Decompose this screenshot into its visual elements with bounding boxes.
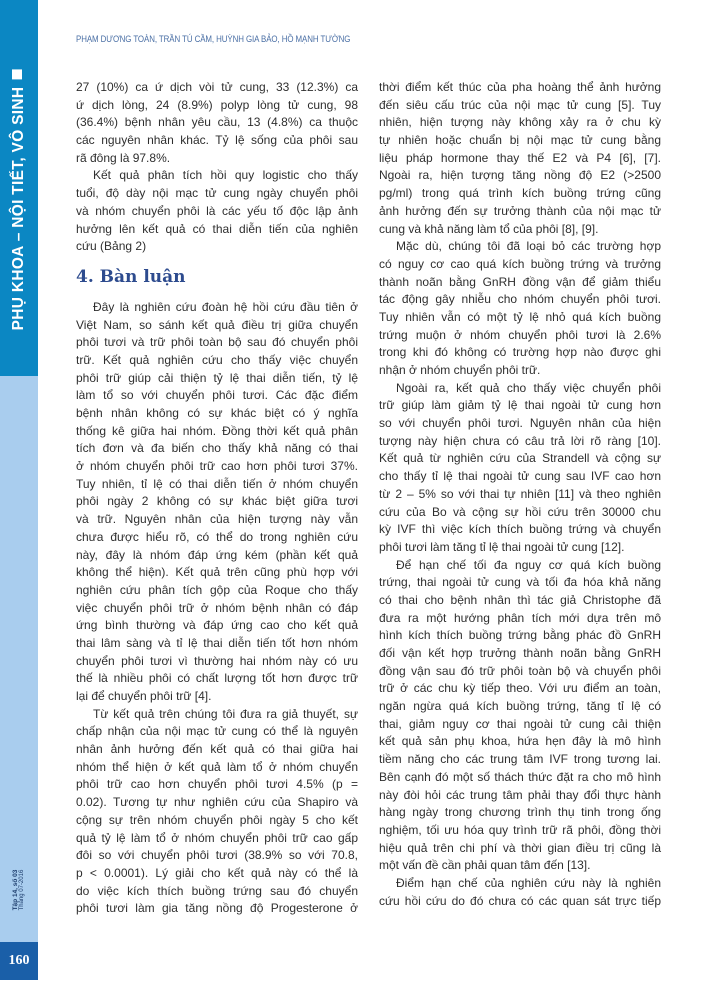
paragraph [379, 380, 661, 557]
sidebar-band [0, 376, 38, 942]
text-line: quả tỷ lệ làm tổ ở nhóm chuyển phôi trữ cao gấp [76, 830, 358, 845]
text-line: hiệu quả trên chi phí và thời gian điều trị cũng là [379, 840, 661, 855]
text-line: Để hạn chế tối đa nguy cơ quá kích buồng [396, 557, 661, 572]
text-line: 0.02). Tương tự như nghiên cứu của Shapiro và [76, 795, 358, 810]
paragraph [379, 557, 661, 875]
text-line: hình kích thích buồng trứng bằng phác đồ GnRH [379, 628, 661, 643]
paragraph [76, 706, 358, 918]
text-line: và trữ. Nguyên nhân của hiện tượng này vẫn [76, 512, 358, 527]
text-line: phôi tươi làm gia tăng nồng độ Progesterone ở [76, 901, 358, 916]
paragraph [379, 238, 661, 380]
text-line: Việt Nam, so sánh kết quả điều trị giữa chuyển [76, 317, 358, 332]
issue-volume: Tập 14, số 03 [12, 869, 19, 911]
text-line: cứu hồi cứu do đó chưa có các quan sát trực tiếp [379, 893, 661, 908]
text-line: đôi so với chuyển phôi tươi (38.9% so với 70.8, [76, 848, 358, 863]
text-line: Từ kết quả trên chúng tôi đưa ra giả thuyết, sự [93, 706, 358, 721]
text-line: đồng vận sau đó trữ phôi toàn bộ và chuyển phôi [379, 663, 661, 678]
section-title [10, 70, 28, 331]
text-line: trữ ở các chu kỳ tiếp theo. Với ưu điểm an toàn, [379, 681, 661, 696]
text-line: Bên cạnh đó một số thách thức đặt ra cho mô hình [379, 769, 661, 784]
text-line: cho thấy tỉ lệ thai ngoài tử cung sau IVF cao hơn [379, 469, 661, 484]
text-line: Tuy nhiên, tỉ lệ có thai diễn tiến ở nhóm chuyển [76, 476, 358, 491]
paragraph [76, 299, 358, 706]
paragraph [76, 79, 358, 167]
text-line: Ngoài ra, kết quả cho thấy việc chuyển phôi [396, 380, 661, 395]
text-line: nhân ảnh hưởng đến kết quả có thai giữa hai [76, 742, 358, 757]
right-column [379, 79, 661, 910]
text-line: Điểm hạn chế của nghiên cứu này là nghiên [396, 875, 661, 890]
text-line: Kết quả từ nghiên cứu của Strandell và cộng sự [379, 451, 661, 466]
text-line: một vấn đề cần phải quan tâm đến [13]. [379, 858, 591, 873]
issue-info [12, 870, 26, 911]
text-line: này, đây là nhóm đáp ứng kém (phần kết quả [76, 547, 358, 562]
text-line: tiềm năng cho các trung tâm IVF trong tương lai. [379, 752, 661, 767]
square-icon [12, 70, 22, 80]
text-line: Mặc dù, chúng tôi đã loại bỏ các trường hợp [396, 239, 661, 254]
text-line: các nguyên nhân khác. Tỷ lệ sống của phôi sau [76, 133, 358, 148]
section-heading: 4. Bàn luận [76, 266, 186, 287]
text-line: tự nhiên hoặc chuẩn bị nội mạc tử cung bằng [379, 133, 661, 148]
text-line: trứng, thai ngoài tử cung và tối đa hóa khả năng [379, 575, 661, 590]
text-line: (36.4%) bệnh nhân yêu cầu, 13 (4.8%) ca thuộc [76, 115, 358, 130]
text-line: cộng sự trên nhóm chuyển phôi ngày 5 cho kết [76, 812, 358, 827]
text-line: chưa được hiểu rõ, có thể do trong nghiên cứu [76, 529, 358, 544]
text-line: liệu pháp hormone thay thế E2 và P4 [6], [7]. [379, 150, 661, 165]
text-line: nghiên cứu phân tích gộp của Roque cho thấy [76, 582, 358, 597]
text-line: Đây là nghiên cứu đoàn hệ hồi cứu đầu tiên ở [93, 299, 358, 314]
text-line: ở nhóm chuyển phôi trữ cao hơn phôi tươi 37%. [76, 459, 358, 474]
page-number: 160 [0, 942, 38, 980]
text-line: ngăn ngừa quá kích buồng trứng, tăng tỉ lệ có [379, 699, 661, 714]
text-line: và nhóm chuyển phôi là các yếu tố độc lập ảnh [76, 203, 358, 218]
text-line: thống kê giữa hai nhóm. Đồng thời kết quả phân [76, 423, 358, 438]
text-line: phôi trữ cao hơn chuyển phôi tươi 4.5% (p = [76, 777, 358, 792]
text-line: rã đông là 97.8%. [76, 150, 171, 165]
text-line: 27 (10%) ca ứ dịch vòi tử cung, 33 (12.3%) ca [76, 80, 358, 94]
text-line: pg/ml) trong quá trình kích buồng trứng cũng [379, 186, 661, 201]
text-line: kết quả sản phụ khoa, hứa hẹn đây là mô hình [379, 734, 661, 749]
text-line: thời điểm kết thúc của pha hoàng thể ảnh hưởng [379, 80, 661, 94]
text-line: phôi ngày 2 không có sự khác biệt giữa tươi [76, 494, 358, 509]
paragraph [379, 875, 661, 910]
text-line: ứ dịch lòng, 24 (8.9%) polyp lòng tử cung, 98 [76, 97, 358, 112]
text-line: nghiệm, tối ưu hóa quy trình trữ rã phôi, đồng thời [379, 822, 661, 837]
text-line: hưởng lên kết quả có thai diễn tiến của nghiên [76, 221, 358, 236]
issue-date: Tháng 07-2016 [19, 869, 25, 911]
text-line: thai, giảm nguy cơ thai ngoài tử cung cải thiện [379, 716, 661, 731]
text-line: cung và khả năng làm tổ của phôi [8], [9]. [379, 221, 599, 236]
text-line: đối vận kết hợp trưởng thành noãn bằng GnRH [379, 646, 661, 660]
section-title-text: PHỤ KHOA – NỘI TIẾT, VÔ SINH [10, 86, 27, 331]
text-line: hàng ngày trong chương trình thụ tinh trong ống [379, 805, 661, 820]
text-line: thế là nhiều phôi có chất lượng tốt hơn được trữ [76, 671, 358, 686]
text-line: có thai cho bệnh nhân thì tác giả Christophe đã [379, 592, 661, 607]
text-line: bệnh nhân không có sự khác biệt có ý nghĩa [76, 406, 358, 420]
text-line: này đòi hỏi các trung tâm phải thay đổi thực hành [379, 787, 661, 802]
text-line: việc chuyển phôi trữ ở nhóm bệnh nhân có đáp [76, 600, 358, 615]
text-line: chấp nhận của nội mạc tử cung có thể là nguyên [76, 724, 358, 739]
text-line: cứu (Bảng 2) [76, 239, 147, 254]
text-line: phôi tươi và trữ phôi toàn bộ sau đó chuyển phôi [76, 335, 358, 350]
text-line: tuổi, độ dày nội mạc tử cung ngày chuyển phôi [76, 186, 358, 201]
text-line: tác động gây nhiễu cho nhóm chuyển phôi tươi. [379, 292, 661, 307]
text-line: tượng này hiện chưa có câu trả lời rõ ràng [10]. [379, 433, 661, 448]
text-line: đến siêu cấu trúc của nội mạc tử cung [5]. Tuy [379, 97, 661, 112]
text-line: p < 0.0001). Lý giải cho kết quả này có thể là [76, 865, 358, 880]
running-header-authors: PHẠM DƯƠNG TOÀN, TRẦN TÚ CẦM, HUỲNH GIA BẢO, HỒ MẠNH TƯỜNG [76, 34, 351, 44]
text-line: làm tổ so với chuyển phôi tươi. Các đặc điểm [76, 388, 358, 403]
paragraph [379, 79, 661, 238]
text-line: thành noãn bằng GnRH đồng vận để giảm thiểu [379, 274, 661, 289]
text-line: trữ. Kết quả nghiên cứu cho thấy việc chuyển [76, 352, 358, 367]
text-line: thai lâm sàng và tỉ lệ thai diễn tiến tốt hơn nhóm [76, 635, 358, 650]
text-line: Kết quả phân tích hồi quy logistic cho thấy [93, 168, 358, 183]
text-line: từ 2 – 5% so với thai tự nhiên [11] và theo nghiên [379, 486, 661, 501]
text-line: phôi trữ giúp cải thiện tỷ lệ thai diễn tiến, tỷ lệ [76, 370, 358, 385]
text-line: tích đơn và đa biến cho thấy khả năng có thai [76, 441, 358, 456]
text-line: có nguy cơ cao quá kích buồng trứng và trưởng [379, 256, 661, 271]
text-line: nhóm thể hiện ở kết quả làm tổ ở nhóm chuyển [76, 759, 358, 774]
text-line: kỳ IVF thì việc kích thích buồng trứng và chuyển [379, 522, 661, 537]
text-line: cứu của Bo và cộng sự hồi cứu trên 30000 chu [379, 504, 661, 519]
paragraph [76, 167, 358, 255]
text-line: lại để chuyển phôi trữ [4]. [76, 689, 212, 703]
text-line: Ngoài ra, hiện tượng tăng nồng độ E2 (>2500 [379, 168, 661, 183]
text-line: đưa ra một hướng phân tích mới dựa trên mô [379, 610, 661, 625]
text-line: trứng muộn ở nhóm chuyển phôi tươi là 2.6% [379, 327, 661, 342]
text-line: trữ giúp làm giảm tỷ lệ thai ngoài tử cung hơn [379, 398, 661, 413]
left-column [76, 79, 358, 918]
text-line: do việc kích thích buồng trứng sau đó chuyển [76, 883, 358, 898]
text-line: không thể hiện). Kết quả trên cũng phù hợp với [76, 565, 358, 580]
text-line: Tuy nhiên vẫn có một tỷ lệ nhỏ quá kích buồng [379, 309, 661, 324]
text-line: nhiên, hiện tượng này không xảy ra ở chu kỳ [379, 115, 661, 130]
text-line: trong khi đó không có trường hợp nào được ghi [379, 345, 661, 360]
text-line: chuyển phôi tươi vì thường hai nhóm này có ưu [76, 653, 358, 668]
text-line: nhận ở nhóm chuyển phôi trữ. [379, 363, 541, 377]
text-line: ảnh hưởng đến sự trưởng thành của nội mạc tử [379, 203, 661, 218]
text-line: so với chuyển phôi tươi. Nguyên nhân của hiện [379, 416, 661, 431]
text-line: ứng bình thường và đáp ứng cao cho kết quả [76, 618, 358, 633]
text-line: phôi tươi làm tăng tỉ lệ thai ngoài tử cung [12]. [379, 539, 625, 554]
